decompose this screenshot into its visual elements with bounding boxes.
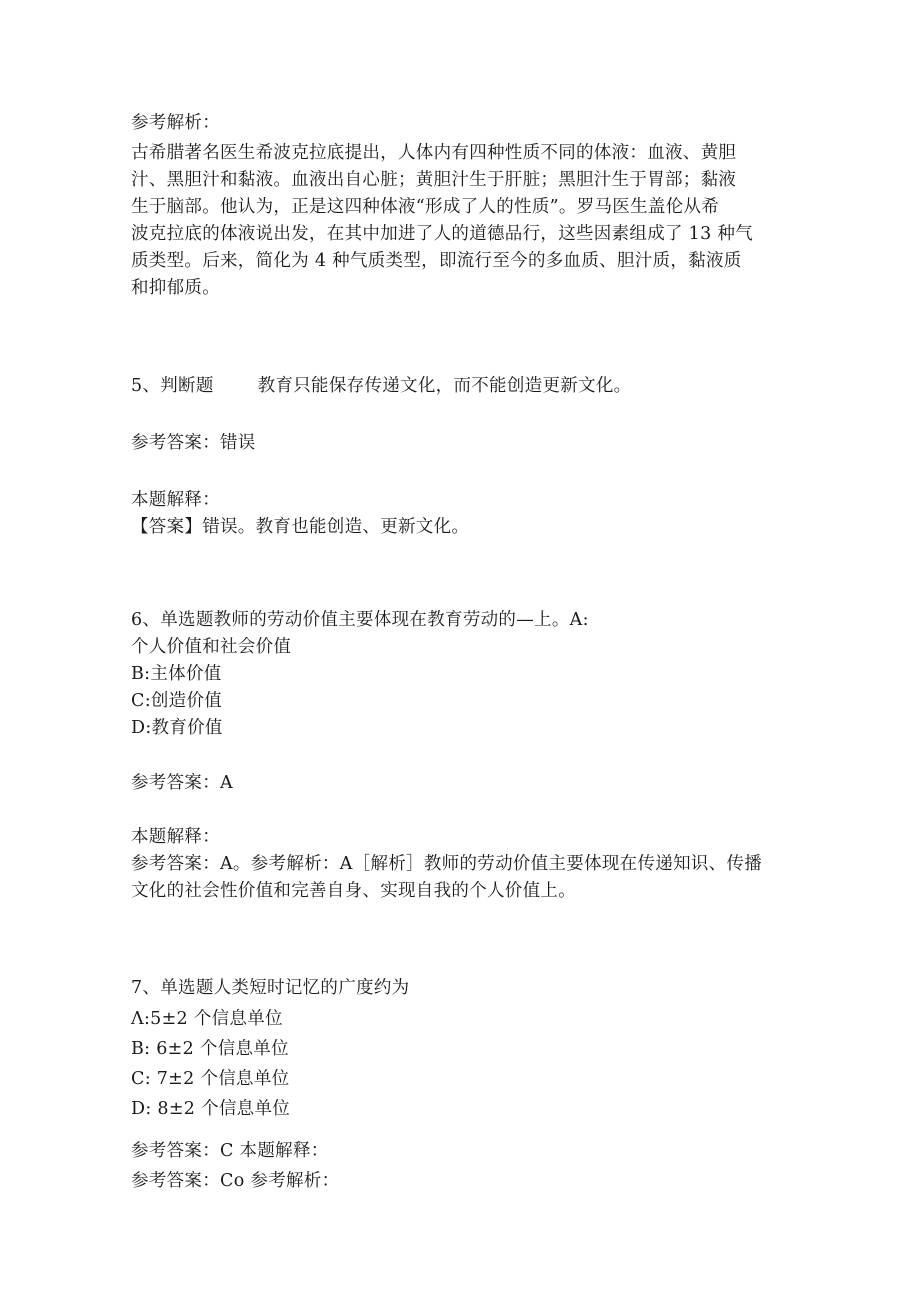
q5-stem-line (131, 373, 631, 399)
q7-answer-line: 参考答案：C 本题解释： (131, 1141, 329, 1161)
q7-stem: 7、单选题人类短时记忆的广度约为 (131, 978, 410, 998)
intro-line-6: 和抑郁质。 (131, 278, 220, 298)
intro-line-3: 生于脑部。他认为，正是这四种体液“形成了人的性质”。罗马医生盖伦从希 (131, 197, 720, 217)
q6-option-a: 个人价值和社会价值 (131, 637, 292, 657)
q5-explain-heading: 本题解释： (131, 490, 220, 510)
q6-option-b: B:主体价值 (131, 664, 222, 684)
intro-line-2: 汁、黑胆汁和黏液。血液出自心脏；黄胆汁生于肝脏；黑胆汁生于胃部；黏液 (131, 170, 737, 190)
q7-explain-line: 参考答案：Co 参考解析： (131, 1171, 340, 1191)
q7-option-b: B: 6±2 个信息单位 (131, 1039, 289, 1059)
q6-explain-line-2: 文化的社会性价值和完善自身、实现自我的个人价值上。 (131, 881, 576, 901)
q5-answer: 参考答案：错误 (131, 433, 256, 453)
q6-option-d: D:教育价值 (131, 718, 223, 738)
q6-explain-heading: 本题解释： (131, 827, 220, 847)
q7-option-c: C: 7±2 个信息单位 (131, 1069, 290, 1089)
q6-answer: 参考答案：A (131, 773, 233, 793)
q6-stem: 6、单选题教师的劳动价值主要体现在教育劳动的—上。A: (131, 610, 589, 630)
q5-stem: 教育只能保存传递文化，而不能创造更新文化。 (257, 376, 632, 396)
q6-explain-line-1: 参考答案：A。参考解析：A［解析］教师的劳动价值主要体现在传递知识、传播 (131, 854, 763, 874)
intro-line-5: 质类型。后来，简化为 4 种气质类型，即流行至今的多血质、胆汁质，黏液质 (131, 251, 742, 271)
intro-heading: 参考解析： (131, 113, 220, 133)
intro-line-1: 古希腊著名医生希波克拉底提出，人体内有四种性质不同的体液：血液、黄胆 (131, 143, 737, 163)
q5-explain: 【答案】错误。教育也能创造、更新文化。 (131, 517, 470, 537)
q7-option-d: D: 8±2 个信息单位 (131, 1099, 291, 1119)
q7-option-a: Λ:5±2 个信息单位 (131, 1009, 283, 1029)
q6-option-c: C:创造价值 (131, 691, 223, 711)
q5-number: 5、判断题 (131, 376, 214, 396)
intro-line-4: 波克拉底的体液说出发，在其中加进了人的道德品行，这些因素组成了 13 种气 (131, 224, 753, 244)
